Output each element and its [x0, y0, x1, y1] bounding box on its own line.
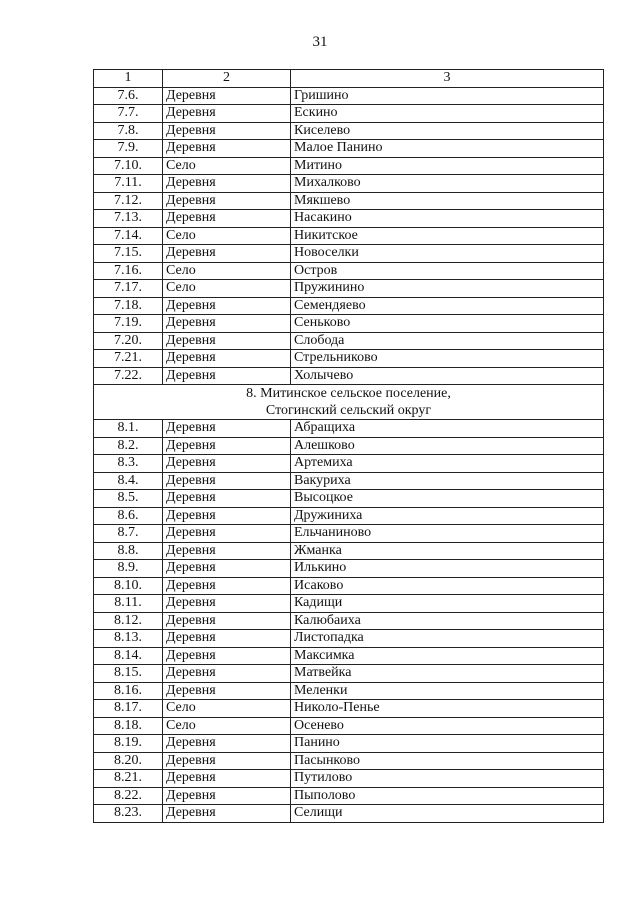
table-row: [94, 735, 604, 753]
settlement-type: Деревня: [163, 805, 291, 823]
settlement-name: Осенево: [291, 717, 604, 735]
table-row: [94, 612, 604, 630]
settlement-type: Деревня: [163, 350, 291, 368]
settlement-type: Деревня: [163, 437, 291, 455]
settlement-name: Жманка: [291, 542, 604, 560]
settlement-name: Артемиха: [291, 455, 604, 473]
settlement-name: Панино: [291, 735, 604, 753]
settlement-type: Деревня: [163, 525, 291, 543]
row-number: 8.16.: [94, 682, 163, 700]
row-number: 8.3.: [94, 455, 163, 473]
section-heading: [94, 385, 604, 420]
settlement-type: Деревня: [163, 577, 291, 595]
table-row: [94, 157, 604, 175]
settlement-name: Киселево: [291, 122, 604, 140]
table-row: [94, 280, 604, 298]
section-8-rows: [94, 420, 604, 823]
row-number: 8.18.: [94, 717, 163, 735]
settlement-type: Деревня: [163, 315, 291, 333]
settlement-name: Слобода: [291, 332, 604, 350]
row-number: 7.10.: [94, 157, 163, 175]
table-row: [94, 350, 604, 368]
table-row: [94, 437, 604, 455]
table-row: [94, 245, 604, 263]
table-header-row: [94, 70, 604, 88]
table-row: [94, 105, 604, 123]
row-number: 7.19.: [94, 315, 163, 333]
settlement-type: Деревня: [163, 560, 291, 578]
settlement-type: Деревня: [163, 595, 291, 613]
settlement-name: Сеньково: [291, 315, 604, 333]
table-row: [94, 700, 604, 718]
table-row: [94, 770, 604, 788]
row-number: 7.9.: [94, 140, 163, 158]
settlement-name: Михалково: [291, 175, 604, 193]
row-number: 8.2.: [94, 437, 163, 455]
settlement-name: Алешково: [291, 437, 604, 455]
settlement-name: Селищи: [291, 805, 604, 823]
table-row: [94, 560, 604, 578]
settlement-type: Деревня: [163, 490, 291, 508]
table-row: [94, 665, 604, 683]
settlement-name: Митино: [291, 157, 604, 175]
table-row: [94, 507, 604, 525]
table-row: [94, 490, 604, 508]
settlement-name: Семендяево: [291, 297, 604, 315]
settlement-type: Село: [163, 262, 291, 280]
settlement-name: Дружиниха: [291, 507, 604, 525]
table-row: [94, 210, 604, 228]
section-heading-row: [94, 385, 604, 420]
settlement-type: Деревня: [163, 542, 291, 560]
settlement-type: Деревня: [163, 175, 291, 193]
table-row: [94, 297, 604, 315]
settlement-type: Деревня: [163, 630, 291, 648]
table-row: [94, 175, 604, 193]
row-number: 8.7.: [94, 525, 163, 543]
settlement-type: Деревня: [163, 472, 291, 490]
settlement-name: Исаково: [291, 577, 604, 595]
settlement-type: Деревня: [163, 332, 291, 350]
settlement-type: Село: [163, 717, 291, 735]
row-number: 8.15.: [94, 665, 163, 683]
settlement-type: Село: [163, 700, 291, 718]
settlement-type: Деревня: [163, 682, 291, 700]
table-row: [94, 472, 604, 490]
table-row: [94, 315, 604, 333]
settlement-name: Николо-Пенье: [291, 700, 604, 718]
settlement-name: Меленки: [291, 682, 604, 700]
row-number: 7.14.: [94, 227, 163, 245]
row-number: 7.20.: [94, 332, 163, 350]
row-number: 7.16.: [94, 262, 163, 280]
settlement-name: Абращиха: [291, 420, 604, 438]
table-row: [94, 455, 604, 473]
row-number: 7.7.: [94, 105, 163, 123]
table-row: [94, 122, 604, 140]
row-number: 7.18.: [94, 297, 163, 315]
row-number: 7.22.: [94, 367, 163, 385]
column-header-3: 3: [291, 70, 604, 88]
settlement-type: Деревня: [163, 140, 291, 158]
row-number: 7.6.: [94, 87, 163, 105]
table-row: [94, 805, 604, 823]
settlement-type: Село: [163, 280, 291, 298]
table-row: [94, 717, 604, 735]
table-row: [94, 87, 604, 105]
settlement-name: Путилово: [291, 770, 604, 788]
settlement-name: Холычево: [291, 367, 604, 385]
settlement-type: Деревня: [163, 297, 291, 315]
settlement-type: Деревня: [163, 367, 291, 385]
table-row: [94, 542, 604, 560]
table-row: [94, 332, 604, 350]
settlement-name: Остров: [291, 262, 604, 280]
settlement-type: Деревня: [163, 105, 291, 123]
settlement-name: Малое Панино: [291, 140, 604, 158]
settlement-type: Деревня: [163, 752, 291, 770]
settlement-name: Высоцкое: [291, 490, 604, 508]
row-number: 7.8.: [94, 122, 163, 140]
settlement-type: Деревня: [163, 507, 291, 525]
section-8-header: [94, 385, 604, 420]
settlement-name: Пыполово: [291, 787, 604, 805]
settlement-type: Деревня: [163, 420, 291, 438]
settlement-type: Село: [163, 227, 291, 245]
page-number: 31: [312, 34, 328, 50]
settlement-name: Пасынково: [291, 752, 604, 770]
settlement-name: Ескино: [291, 105, 604, 123]
settlement-type: Деревня: [163, 455, 291, 473]
settlement-name: Стрельниково: [291, 350, 604, 368]
settlement-type: Деревня: [163, 647, 291, 665]
table-row: [94, 367, 604, 385]
section-7-rows: [94, 87, 604, 385]
settlement-name: Матвейка: [291, 665, 604, 683]
row-number: 7.21.: [94, 350, 163, 368]
settlement-type: Деревня: [163, 122, 291, 140]
table-row: [94, 682, 604, 700]
column-header-1: 1: [94, 70, 163, 88]
settlement-name: Пружинино: [291, 280, 604, 298]
row-number: 8.20.: [94, 752, 163, 770]
table-row: [94, 577, 604, 595]
section-heading-line-2: Стогинский сельский округ: [265, 403, 432, 418]
row-number: 8.21.: [94, 770, 163, 788]
table-row: [94, 192, 604, 210]
settlement-name: Илькино: [291, 560, 604, 578]
row-number: 7.11.: [94, 175, 163, 193]
settlement-type: Деревня: [163, 192, 291, 210]
table-row: [94, 647, 604, 665]
row-number: 8.23.: [94, 805, 163, 823]
table-row: [94, 525, 604, 543]
settlement-type: Деревня: [163, 87, 291, 105]
row-number: 8.10.: [94, 577, 163, 595]
settlement-name: Ельчаниново: [291, 525, 604, 543]
row-number: 8.5.: [94, 490, 163, 508]
table-row: [94, 787, 604, 805]
row-number: 8.13.: [94, 630, 163, 648]
table-row: [94, 595, 604, 613]
settlement-type: Деревня: [163, 735, 291, 753]
row-number: 8.4.: [94, 472, 163, 490]
settlement-type: Деревня: [163, 787, 291, 805]
row-number: 7.12.: [94, 192, 163, 210]
settlement-name: Кадищи: [291, 595, 604, 613]
table-row: [94, 140, 604, 158]
settlement-name: Калюбаиха: [291, 612, 604, 630]
settlement-type: Деревня: [163, 770, 291, 788]
settlement-name: Листопадка: [291, 630, 604, 648]
row-number: 8.14.: [94, 647, 163, 665]
row-number: 7.17.: [94, 280, 163, 298]
settlement-type: Деревня: [163, 665, 291, 683]
settlement-name: Насакино: [291, 210, 604, 228]
settlement-type: Деревня: [163, 245, 291, 263]
settlement-name: Новоселки: [291, 245, 604, 263]
settlement-name: Гришино: [291, 87, 604, 105]
section-heading-line-1: 8. Митинское сельское поселение,: [246, 386, 451, 401]
row-number: 7.15.: [94, 245, 163, 263]
row-number: 8.6.: [94, 507, 163, 525]
table-row: [94, 752, 604, 770]
row-number: 8.22.: [94, 787, 163, 805]
table-row: [94, 227, 604, 245]
settlements-table: [93, 69, 604, 823]
row-number: 8.1.: [94, 420, 163, 438]
settlement-type: Деревня: [163, 612, 291, 630]
table-row: [94, 420, 604, 438]
row-number: 8.9.: [94, 560, 163, 578]
row-number: 8.8.: [94, 542, 163, 560]
settlement-name: Максимка: [291, 647, 604, 665]
row-number: 8.19.: [94, 735, 163, 753]
row-number: 8.17.: [94, 700, 163, 718]
column-header-2: 2: [163, 70, 291, 88]
settlement-name: Вакуриха: [291, 472, 604, 490]
settlement-name: Мякшево: [291, 192, 604, 210]
row-number: 8.11.: [94, 595, 163, 613]
table-row: [94, 630, 604, 648]
table-row: [94, 262, 604, 280]
settlement-type: Село: [163, 157, 291, 175]
row-number: 7.13.: [94, 210, 163, 228]
row-number: 8.12.: [94, 612, 163, 630]
settlement-name: Никитское: [291, 227, 604, 245]
settlement-type: Деревня: [163, 210, 291, 228]
